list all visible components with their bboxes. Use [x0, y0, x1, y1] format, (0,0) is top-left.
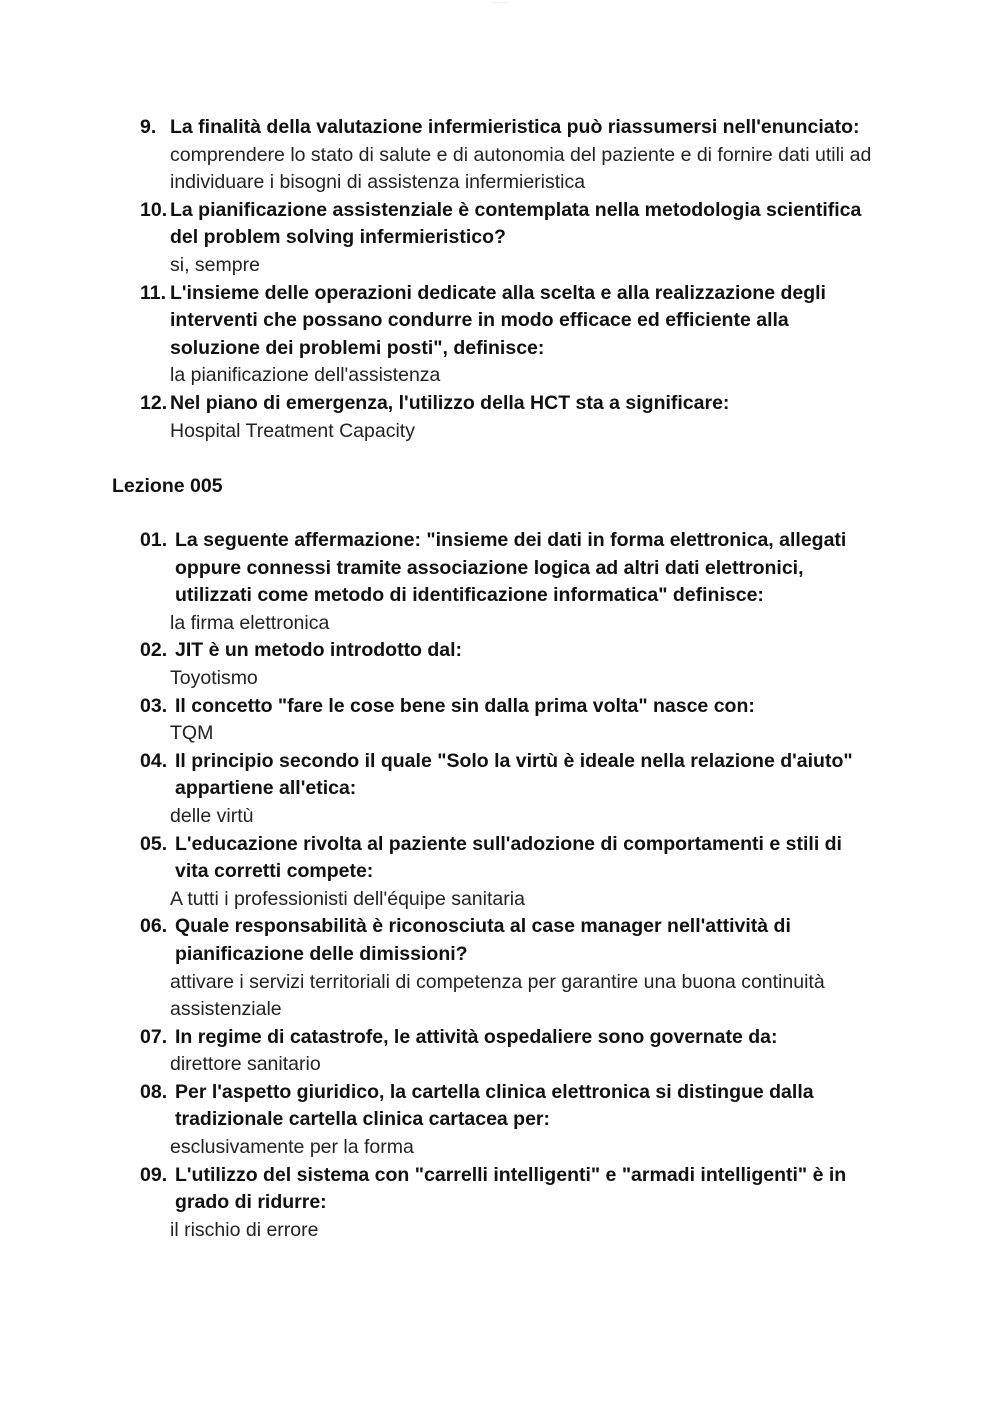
question-text: La seguente affermazione: "insieme dei dati in forma elettronica, allegati oppure connessi tramite associazione logica ad altri dati elettronici, utilizzati come metodo di identificazione informatica" definisce: — [175, 529, 847, 607]
question-number: 07. — [140, 1025, 168, 1048]
question-number: 08. — [140, 1080, 168, 1103]
question-item-11 — [0, 280, 1000, 390]
question-text: La pianificazione assistenziale è contemplata nella metodologia scientifica del problem solving infermieristico? — [170, 198, 862, 249]
question-item-04 — [0, 748, 1000, 831]
question-item-05 — [0, 831, 1000, 914]
question-text: In regime di catastrofe, le attività ospedaliere sono governate da: — [175, 1025, 778, 1048]
answer-text: la pianificazione dell'assistenza — [170, 364, 441, 387]
question-number: 02. — [140, 639, 168, 662]
answer-text: si, sempre — [170, 253, 260, 276]
question-item-03 — [0, 693, 1000, 748]
question-item-01 — [0, 527, 1000, 637]
answer-text: Hospital Treatment Capacity — [170, 419, 415, 442]
answer-text: esclusivamente per la forma — [170, 1136, 414, 1159]
question-number: 12. — [140, 391, 168, 414]
question-number: 05. — [140, 832, 168, 855]
question-number: 11. — [140, 281, 167, 304]
answer-text: Toyotismo — [170, 666, 258, 689]
question-item-12 — [0, 390, 1000, 445]
answer-text: A tutti i professionisti dell'équipe sanitaria — [170, 887, 525, 910]
section-title: Lezione 005 — [112, 475, 223, 497]
header-mark: —— —— — [491, 0, 509, 4]
question-text: JIT è un metodo introdotto dal: — [175, 639, 463, 662]
question-text: Il concetto "fare le cose bene sin dalla prima volta" nasce con: — [175, 694, 755, 717]
question-item-06 — [0, 913, 1000, 1023]
question-item-07 — [0, 1024, 1000, 1079]
question-text: Il principio secondo il quale "Solo la virtù è ideale nella relazione d'aiuto" appartiene all'etica: — [175, 749, 853, 800]
answer-text: attivare i servizi territoriali di competenza per garantire una buona continuità assistenziale — [170, 970, 825, 1021]
answer-text: delle virtù — [170, 804, 254, 827]
question-list-part-a — [0, 114, 1000, 445]
question-text: Nel piano di emergenza, l'utilizzo della HCT sta a significare: — [170, 391, 730, 414]
question-item-08 — [0, 1079, 1000, 1162]
question-text: Quale responsabilità è riconosciuta al case manager nell'attività di pianificazione delle dimissioni? — [175, 915, 791, 965]
answer-text: il rischio di errore — [170, 1218, 319, 1241]
question-text: L'educazione rivolta al paziente sull'adozione di comportamenti e stili di vita corretti compete: — [175, 832, 842, 883]
question-text: L'insieme delle operazioni dedicate alla scelta e alla realizzazione degli interventi che possano condurre in modo efficace ed efficiente alla soluzione dei problemi posti", definisce: — [170, 281, 826, 359]
question-number: 06. — [140, 915, 168, 938]
answer-text: TQM — [170, 722, 214, 745]
question-number: 01. — [140, 529, 168, 551]
question-item-09 — [0, 1162, 1000, 1245]
question-text: La finalità della valutazione infermieristica può riassumersi nell'enunciato: — [170, 116, 860, 138]
question-list-part-b — [0, 527, 1000, 1244]
question-item-10 — [0, 197, 1000, 280]
answer-text: direttore sanitario — [170, 1053, 321, 1076]
answer-text: la firma elettronica — [170, 611, 330, 634]
question-item-9 — [0, 114, 1000, 197]
question-number: 9. — [140, 116, 157, 138]
question-number: 03. — [140, 694, 168, 717]
answer-text: comprendere lo stato di salute e di autonomia del paziente e di fornire dati utili ad individuare i bisogni di assistenza infermieristica — [170, 143, 872, 194]
question-item-02 — [0, 637, 1000, 692]
question-text: L'utilizzo del sistema con "carrelli intelligenti" e "armadi intelligenti" è in grado di ridurre: — [175, 1163, 847, 1214]
question-number: 09. — [140, 1163, 168, 1186]
question-number: 04. — [140, 749, 168, 772]
question-text: Per l'aspetto giuridico, la cartella clinica elettronica si distingue dalla tradizionale cartella clinica cartacea per: — [175, 1080, 814, 1131]
question-number: 10. — [140, 198, 168, 221]
